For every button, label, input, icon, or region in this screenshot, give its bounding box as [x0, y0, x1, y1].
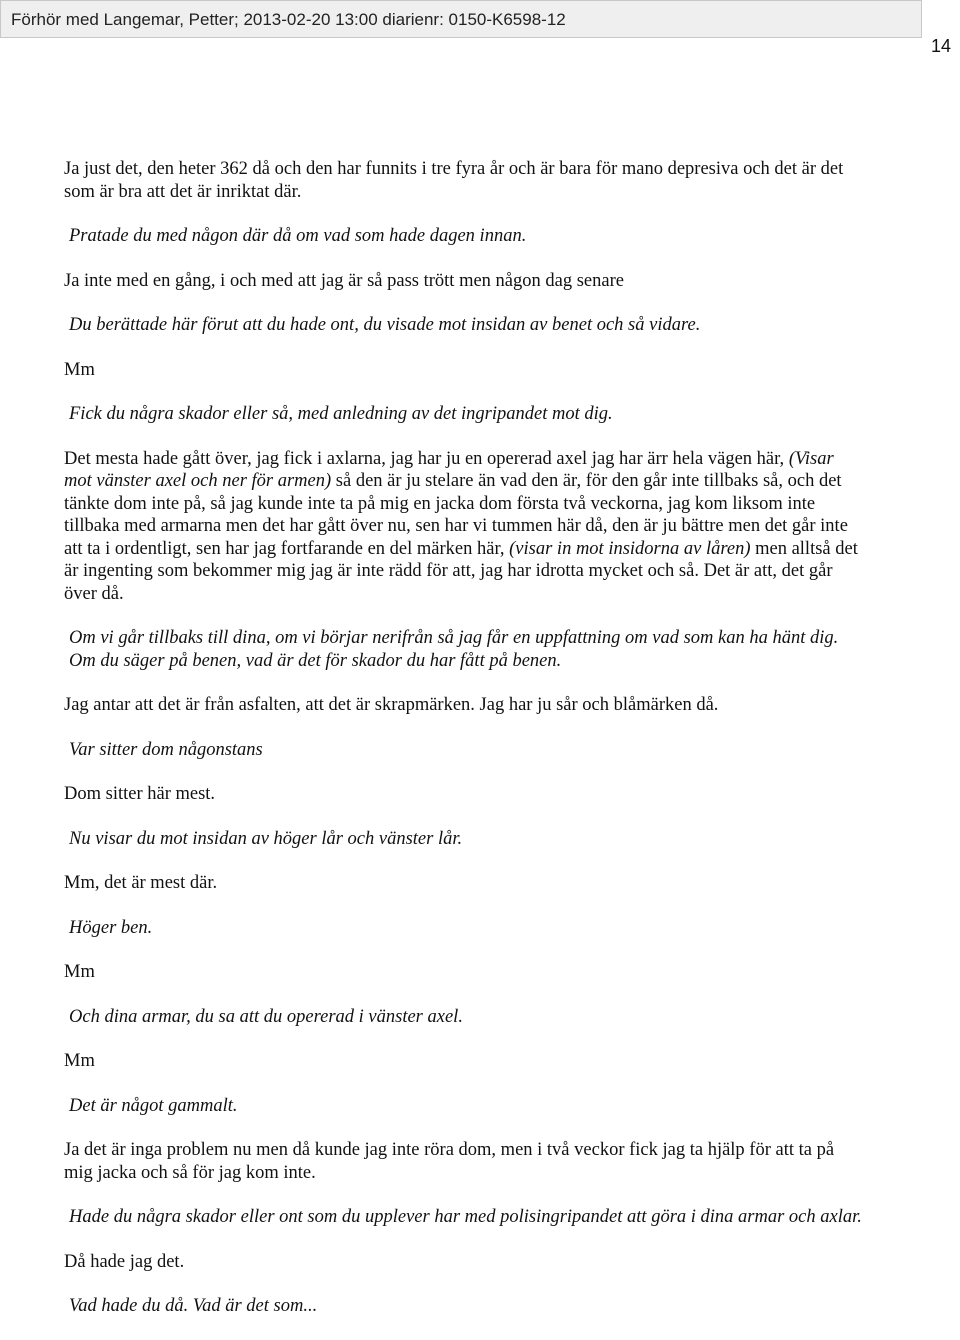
question-paragraph: Hade du några skador eller ont som du upplever har med polisingripandet att göra i dina armar och axlar. — [69, 1207, 862, 1227]
answer-paragraph: Då hade jag det. — [64, 1251, 185, 1272]
answer-paragraph: Ja inte med en gång, i och med att jag är så pass trött men någon dag senare — [64, 270, 624, 291]
answer-text: Det mesta hade gått över, jag fick i axlarna, jag har ju en opererad axel jag har ärr hela vägen här, — [64, 448, 785, 469]
transcript-body — [64, 158, 864, 1340]
answer-paragraph: Mm — [64, 359, 95, 380]
question-paragraph: Du berättade här förut att du hade ont, du visade mot insidan av benet och så vidare. — [69, 315, 701, 335]
question-paragraph: Om vi går tillbaks till dina, om vi börjar nerifrån så jag får en uppfattning om vad som kan ha hänt dig. Om du säger på benen, vad är det för skador du har fått på benen. — [69, 628, 839, 671]
question-paragraph: Det är något gammalt. — [69, 1095, 238, 1116]
document-header — [0, 0, 922, 38]
question-paragraph: Höger ben. — [69, 917, 153, 938]
question-paragraph: Och dina armar, du sa att du opererad i vänster axel. — [69, 1006, 463, 1027]
question-paragraph: Nu visar du mot insidan av höger lår och vänster lår. — [69, 828, 463, 849]
question-paragraph: Pratade du med någon där då om vad som hade dagen innan. — [69, 226, 527, 246]
answer-paragraph: Jag antar att det är från asfalten, att det är skrapmärken. Jag har ju sår och blåmärken då. — [64, 695, 719, 715]
answer-paragraph: Ja just det, den heter 362 då och den har funnits i tre fyra år och är bara för mano depresiva och det är det som är bra att det är inriktat där. — [64, 159, 844, 202]
answer-paragraph: Mm, det är mest där. — [64, 873, 218, 893]
action-note: (Visar mot vänster axel och ner för armen) — [64, 448, 834, 491]
answer-paragraph — [64, 448, 864, 606]
answer-text: så den är ju stelare än vad den är, för den går inte tillbaks så, och det tänkte dom inte på, så jag kunde inte ta på mig en jacka dom första två veckorna, jag kom liksom inte tillbaka med armarna men det har gått över nu, sen har vi tummen här då, den är ju bättre men det går inte att ta i ordentligt, sen har jag fortfarande en del märken här, — [64, 471, 848, 559]
answer-paragraph: Mm — [64, 1051, 95, 1071]
answer-text: men alltså det är ingenting som bekommer mig jag är inte rädd för att, jag har idrotta mycket och så. Det är att, det går över då. — [64, 538, 858, 604]
question-paragraph: Var sitter dom någonstans — [69, 739, 263, 760]
answer-paragraph: Mm — [64, 962, 95, 982]
question-paragraph: Vad hade du då. Vad är det som... — [69, 1296, 318, 1316]
action-note: (visar in mot insidorna av låren) — [509, 538, 751, 559]
question-paragraph: Fick du några skador eller så, med anledning av det ingripandet mot dig. — [69, 404, 613, 424]
answer-paragraph: Dom sitter här mest. — [64, 784, 216, 804]
header-title: Förhör med Langemar, Petter; 2013-02-20 13:00 diarienr: 0150-K6598-12 — [11, 10, 566, 29]
page-number: 14 — [930, 36, 952, 56]
answer-paragraph: Ja det är inga problem nu men då kunde jag inte röra dom, men i två veckor fick jag ta hjälp för att ta på mig jacka och så för jag kom inte. — [64, 1140, 835, 1183]
